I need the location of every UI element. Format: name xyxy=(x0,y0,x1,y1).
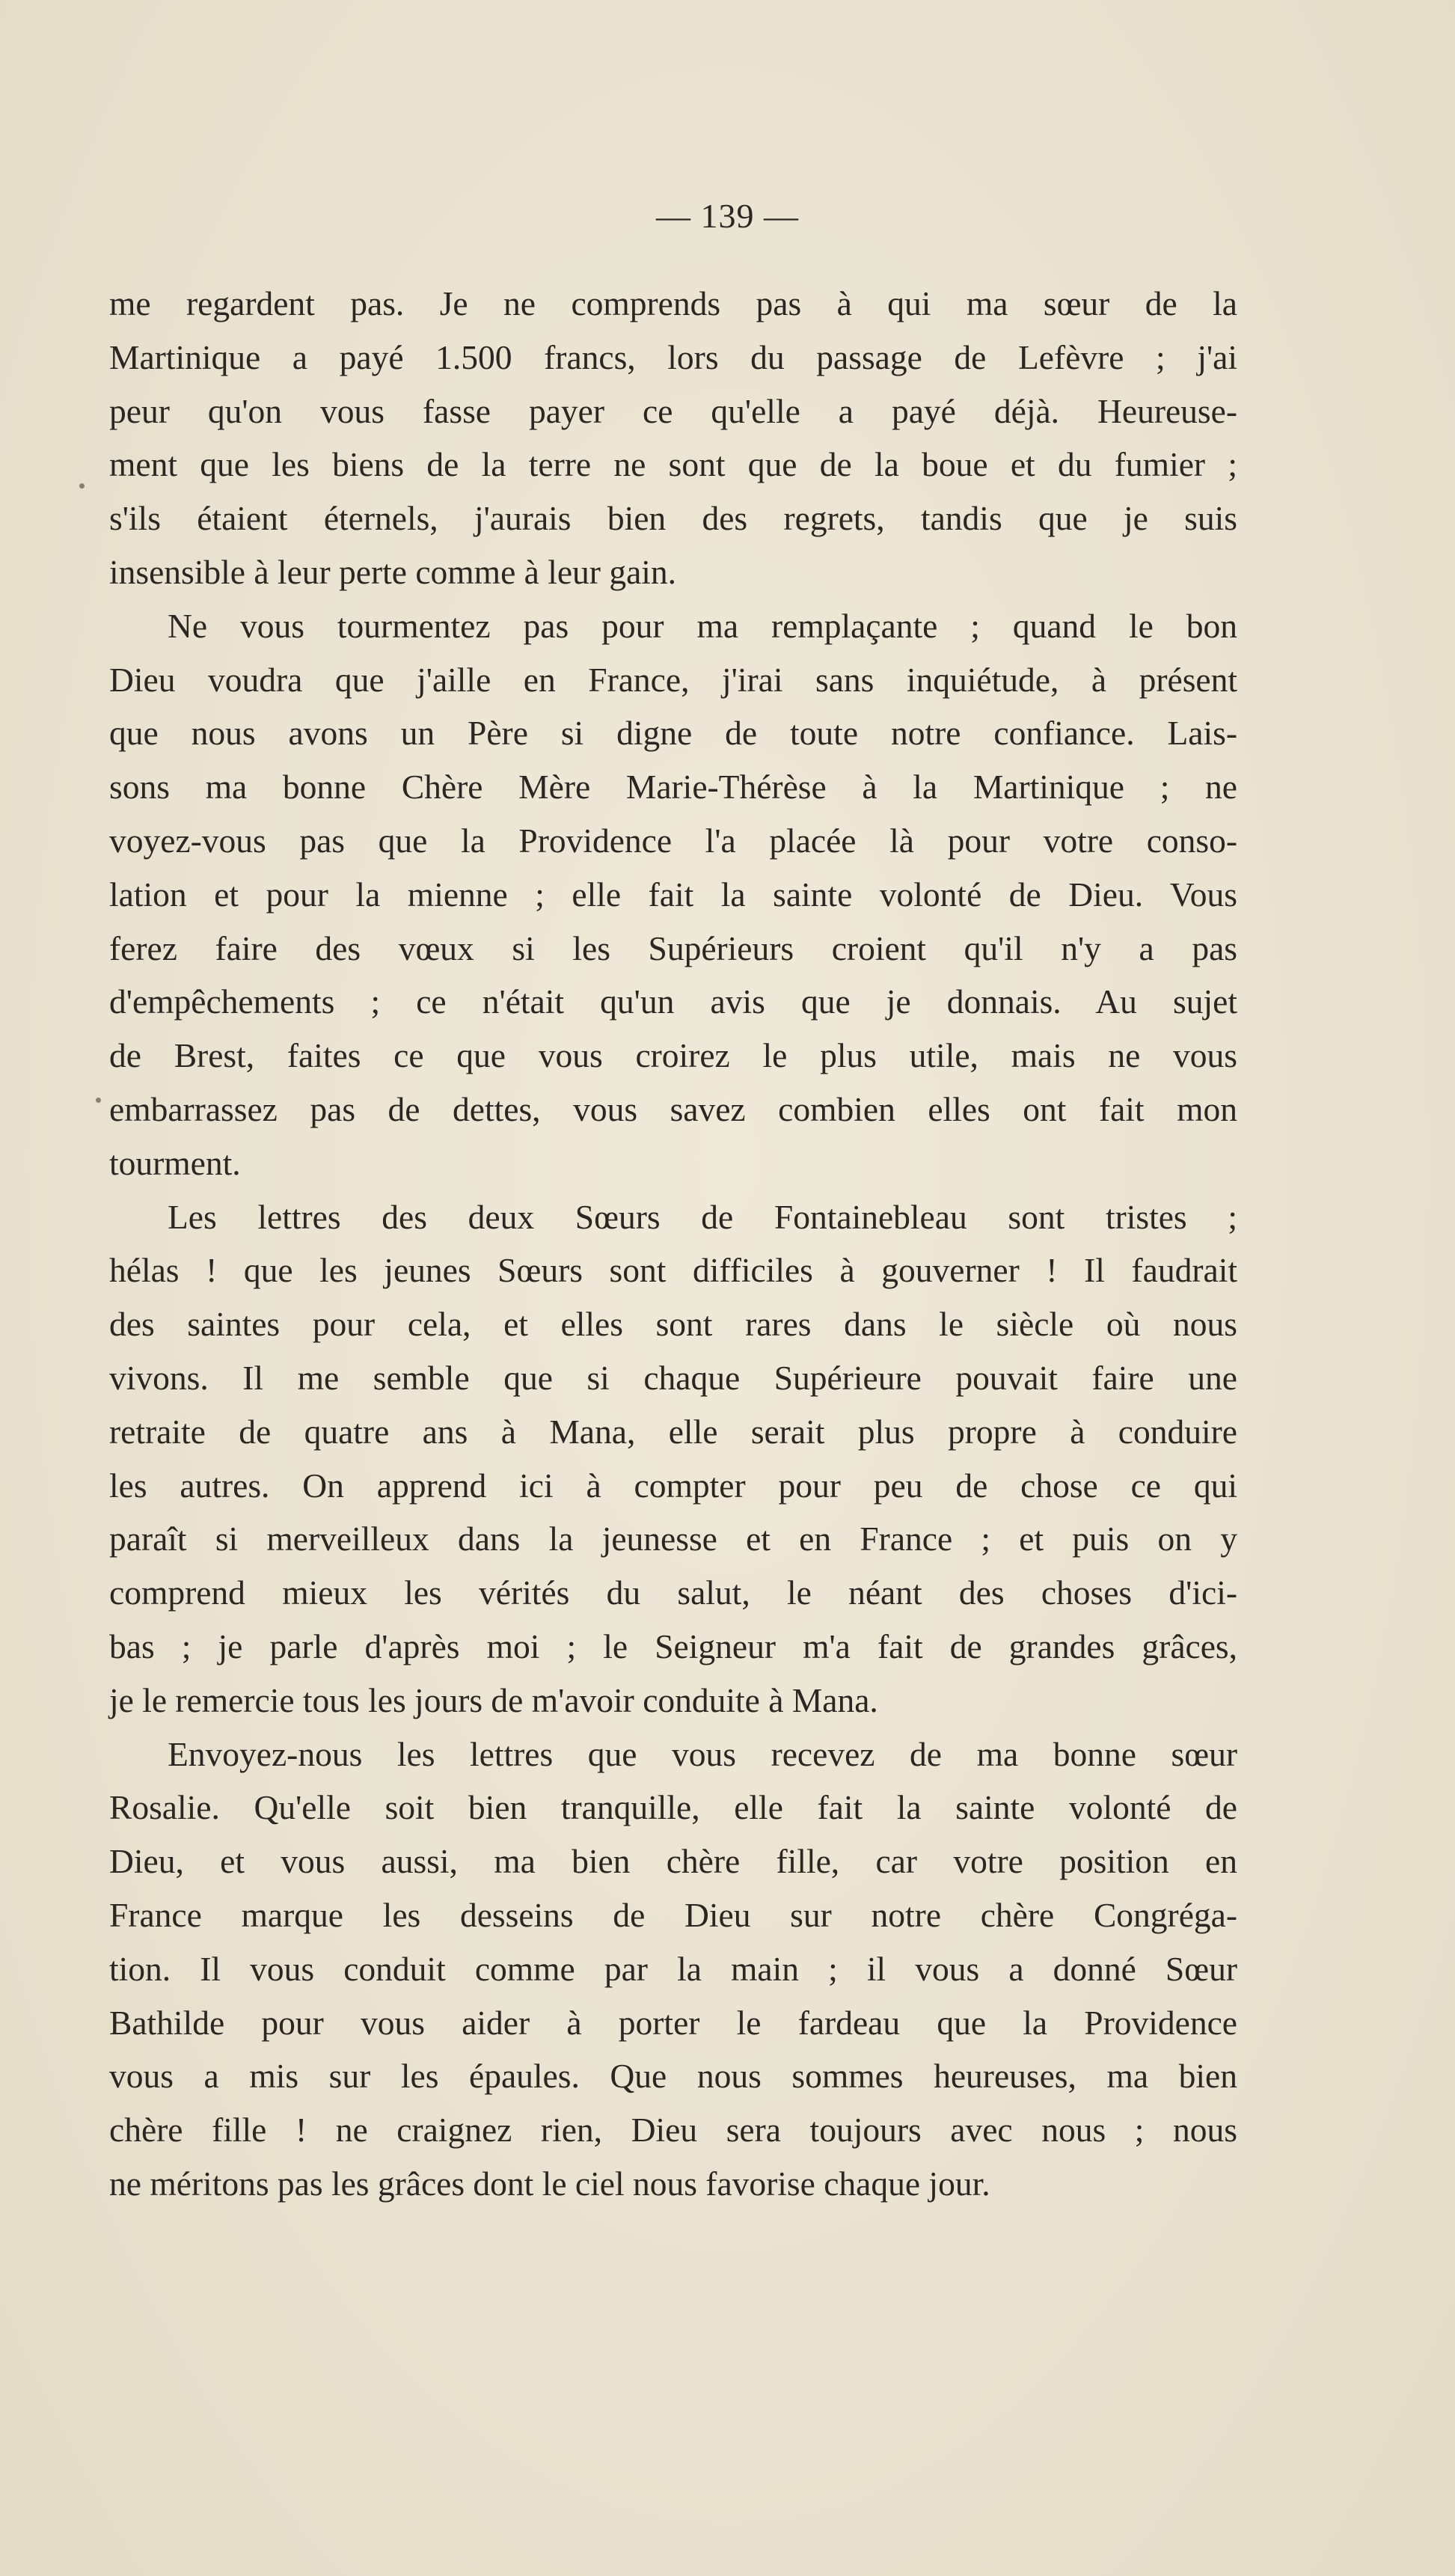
text-line: Martinique a payé 1.500 francs, lors du passage de Lefèvre ; j'ai xyxy=(109,337,1237,376)
text-line: vous a mis sur les épaules. Que nous sommes heureuses, ma bien xyxy=(109,2057,1237,2096)
paper-speck xyxy=(96,1098,101,1103)
text-line: je le remercie tous les jours de m'avoir conduite à Mana. xyxy=(109,1680,878,1719)
text-line: des saintes pour cela, et elles sont rares dans le siècle où nous xyxy=(109,1305,1237,1344)
text-line: hélas ! que les jeunes Sœurs sont difficiles à gouverner ! Il faudrait xyxy=(109,1251,1237,1290)
text-line: ment que les biens de la terre ne sont que de la boue et du fumier ; xyxy=(109,445,1237,484)
text-line: Rosalie. Qu'elle soit bien tranquille, elle fait la sainte volonté de xyxy=(109,1788,1237,1827)
text-line: ferez faire des vœux si les Supérieurs croient qu'il n'y a pas xyxy=(109,928,1237,967)
text-line: peur qu'on vous fasse payer ce qu'elle a payé déjà. Heureuse- xyxy=(109,391,1237,430)
paragraph xyxy=(109,599,1237,1190)
paper-speck xyxy=(79,483,85,489)
text-line: s'ils étaient éternels, j'aurais bien des regrets, tandis que je suis xyxy=(109,499,1237,538)
text-line: bas ; je parle d'après moi ; le Seigneur m'a fait de grandes grâces, xyxy=(109,1627,1237,1665)
text-line: Ne vous tourmentez pas pour ma remplaçante ; quand le bon xyxy=(168,606,1237,645)
text-line: France marque les desseins de Dieu sur notre chère Congréga- xyxy=(109,1895,1237,1934)
text-line: me regardent pas. Je ne comprends pas à qui ma sœur de la xyxy=(109,284,1237,322)
text-line: de Brest, faites ce que vous croirez le plus utile, mais ne vous xyxy=(109,1036,1237,1075)
text-line: sons ma bonne Chère Mère Marie-Thérèse à la Martinique ; ne xyxy=(109,768,1237,807)
body-text xyxy=(109,277,1237,2211)
page-number: — 139 — xyxy=(656,197,799,235)
text-line: ne méritons pas les grâces dont le ciel nous favorise chaque jour. xyxy=(109,2164,990,2203)
text-line: voyez-vous pas que la Providence l'a placée là pour votre conso- xyxy=(109,821,1237,860)
text-line: retraite de quatre ans à Mana, elle serait plus propre à conduire xyxy=(109,1412,1237,1451)
text-line: insensible à leur perte comme à leur gain. xyxy=(109,552,677,591)
text-line: que nous avons un Père si digne de toute notre confiance. Lais- xyxy=(109,714,1237,753)
text-line: d'empêchements ; ce n'était qu'un avis que je donnais. Au sujet xyxy=(109,982,1237,1021)
paragraph xyxy=(109,1728,1237,2211)
paragraph xyxy=(109,1190,1237,1728)
text-line: Dieu, et vous aussi, ma bien chère fille, car votre position en xyxy=(109,1842,1237,1881)
text-line: tion. Il vous conduit comme par la main ; il vous a donné Sœur xyxy=(109,1949,1237,1988)
text-line: Dieu voudra que j'aille en France, j'irai sans inquiétude, à présent xyxy=(109,660,1237,699)
text-line: tourment. xyxy=(109,1143,241,1182)
text-line: embarrassez pas de dettes, vous savez combien elles ont fait mon xyxy=(109,1089,1237,1128)
text-line: comprend mieux les vérités du salut, le néant des choses d'ici- xyxy=(109,1573,1237,1612)
text-line: Bathilde pour vous aider à porter le fardeau que la Providence xyxy=(109,2003,1237,2042)
text-line: les autres. On apprend ici à compter pour peu de chose ce qui xyxy=(109,1466,1237,1505)
text-line: vivons. Il me semble que si chaque Supérieure pouvait faire une xyxy=(109,1358,1237,1397)
text-line: lation et pour la mienne ; elle fait la sainte volonté de Dieu. Vous xyxy=(109,875,1237,914)
paragraph xyxy=(109,277,1237,599)
text-line: chère fille ! ne craignez rien, Dieu sera toujours avec nous ; nous xyxy=(109,2111,1237,2150)
text-line: paraît si merveilleux dans la jeunesse et en France ; et puis on y xyxy=(109,1520,1237,1558)
text-line: Les lettres des deux Sœurs de Fontainebleau sont tristes ; xyxy=(168,1197,1237,1236)
text-line: Envoyez-nous les lettres que vous recevez de ma bonne sœur xyxy=(168,1734,1237,1773)
